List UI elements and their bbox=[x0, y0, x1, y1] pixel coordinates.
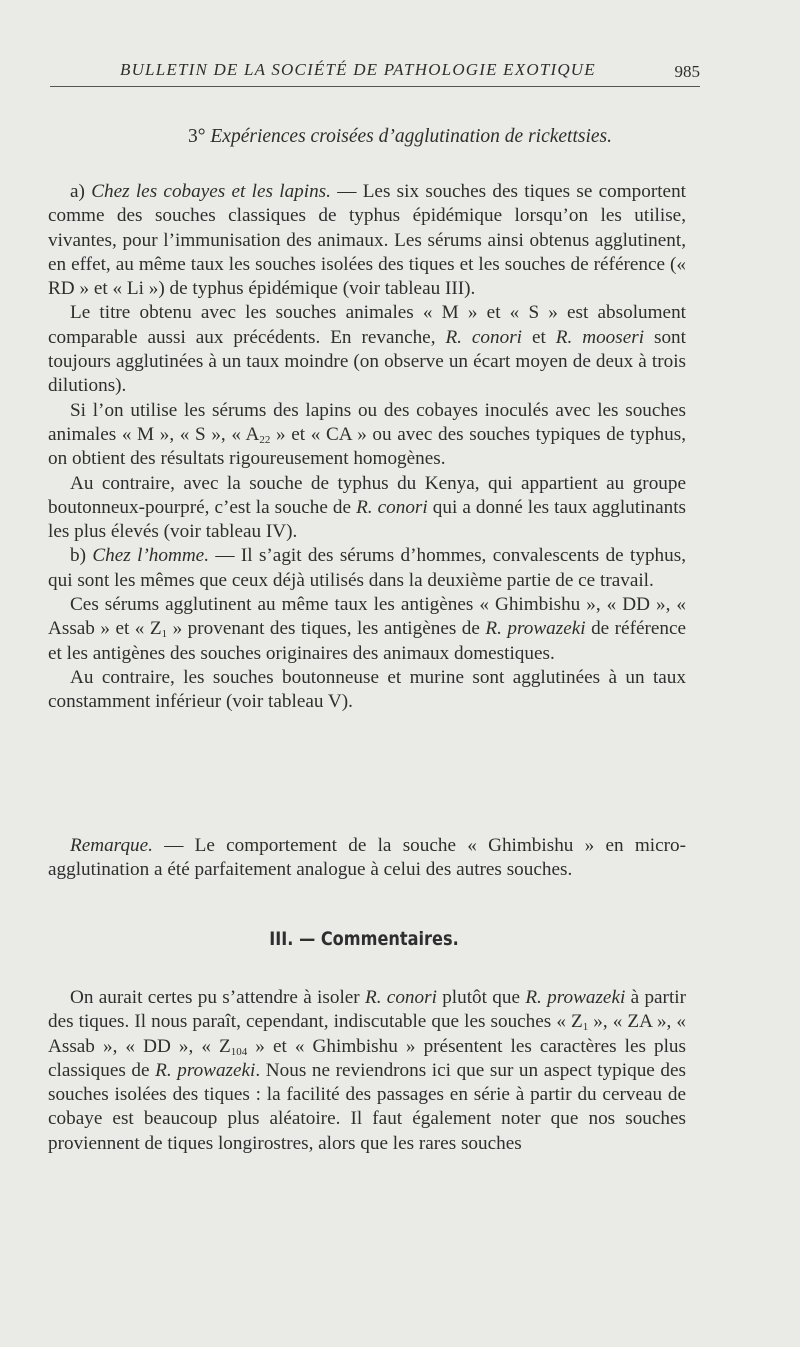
header-rule bbox=[50, 86, 700, 87]
section-heading: III. — Commentaires. bbox=[269, 928, 459, 950]
para-b-text: — Il s’agit des sérums d’hommes, convalescents de typhus, qui sont les mêmes que ceux déjà utilisés dans la deuxième partie de ce travail. bbox=[48, 545, 687, 591]
paragraph-text: », « ZA », « Assab », « DD », « Z bbox=[48, 1011, 686, 1057]
remark-text: — Le comportement de la souche « Ghimbishu » en micro-agglutination a été parfaitement analogue à celui des autres souches. bbox=[48, 835, 686, 881]
subscript: 104 bbox=[230, 1045, 248, 1058]
para-a-text: — Les six souches des tiques se comportent comme des souches classiques de typhus épidémique lorsqu’on les utilise, vivantes, pour l’immunisation des animaux. Les sérums ainsi obtenus agglutinent, en effet, au même taux les souches isolées des tiques et les souches de référence (« RD » et « Li ») de typhus épidémique (voir tableau III). bbox=[48, 181, 687, 300]
subscript: 1 bbox=[582, 1021, 589, 1034]
paragraph-au-contraire-2 bbox=[48, 666, 686, 715]
species-name: R. conori bbox=[356, 496, 428, 518]
paragraph-text: Le titre obtenu avec les souches animales « M » et « S » est absolument comparable aussi aux précédents. En revanche, bbox=[48, 302, 686, 348]
paragraph-si bbox=[48, 399, 686, 472]
paragraph-text: Ces sérums agglutinent au même taux les antigènes « Ghimbishu », « DD », « Assab » et « Z bbox=[48, 594, 686, 640]
paragraph-text: . Nous ne reviendrons ici que sur un aspect typique des souches isolées des tiques : la facilité des passages en série à partir du cerveau de cobaye est beaucoup plus aléatoire. Il faut également noter que nos souches proviennent de tiques longirostres, alors que les rares souches bbox=[48, 1059, 686, 1154]
paragraph-text: Si l’on utilise les sérums des lapins ou des cobayes inoculés avec les souches animales « M », « S », « A bbox=[48, 399, 686, 445]
subsection-number: 3° bbox=[187, 126, 206, 147]
paragraph-text: » et « CA » ou avec des souches typiques de typhus, on obtient des résultats rigoureusement homogènes. bbox=[48, 423, 687, 470]
paragraph-ces bbox=[48, 593, 686, 666]
subscript: 22 bbox=[259, 433, 271, 446]
species-name: R. prowazeki bbox=[155, 1059, 256, 1081]
paragraph-text: Au contraire, avec la souche de typhus du Kenya, qui appartient au groupe boutonneux-pourpré, c’est la souche de bbox=[48, 472, 686, 518]
paragraph-a bbox=[48, 180, 686, 301]
body-block-2 bbox=[48, 986, 686, 1156]
paragraph-text: plutôt que bbox=[436, 987, 526, 1008]
para-a-lead: Chez les cobayes et les lapins. bbox=[91, 181, 331, 202]
para-b-lead: Chez l’homme. bbox=[92, 545, 209, 567]
running-header bbox=[50, 56, 700, 86]
body-block-1 bbox=[48, 180, 686, 715]
paragraph-text: On aurait certes pu s’attendre à isoler bbox=[70, 987, 365, 1008]
species-name: R. conori bbox=[445, 326, 522, 348]
paragraph-text: et bbox=[522, 326, 556, 348]
species-name: R. mooseri bbox=[555, 326, 645, 348]
running-title: BULLETIN DE LA SOCIÉTÉ DE PATHOLOGIE EXOTIQUE bbox=[120, 60, 596, 79]
paragraph-b bbox=[48, 544, 686, 593]
paragraph-text: à partir des tiques. Il nous paraît, cependant, indiscutable que les souches « Z bbox=[48, 987, 686, 1033]
remark-block bbox=[48, 834, 686, 883]
para-a-label: a) bbox=[70, 181, 85, 202]
paragraph-commentaires bbox=[48, 986, 686, 1156]
paragraph-text: » provenant des tiques, les antigènes de bbox=[167, 618, 486, 640]
para-b-label: b) bbox=[70, 545, 86, 567]
subsection-heading bbox=[0, 126, 800, 148]
paragraph-remarque bbox=[48, 834, 686, 883]
subscript: 1 bbox=[161, 628, 168, 641]
subsection-title: Expériences croisées d’agglutination de rickettsies. bbox=[210, 126, 613, 147]
species-name: R. conori bbox=[364, 987, 437, 1008]
remark-label: Remarque. bbox=[70, 835, 153, 856]
paragraph-text: de référence et les antigènes des souches originaires des animaux domestiques. bbox=[48, 618, 687, 664]
species-name: R. prowazeki bbox=[525, 987, 626, 1008]
paragraph-text: sont toujours agglutinées à un taux moindre (on observe un écart moyen de deux à trois dilutions). bbox=[48, 326, 686, 397]
paragraph-text: qui a donné les taux agglutinants les plus élevés (voir tableau IV). bbox=[48, 496, 686, 543]
paragraph-text: » et « Ghimbishu » présentent les caractères les plus classiques de bbox=[48, 1035, 686, 1081]
paragraph-text: Au contraire, les souches boutonneuse et murine sont agglutinées à un taux constamment inférieur (voir tableau V). bbox=[48, 666, 686, 713]
page-number: 985 bbox=[674, 62, 700, 81]
paragraph-au-contraire-1 bbox=[48, 472, 686, 545]
species-name: R. prowazeki bbox=[485, 618, 586, 640]
paragraph-titre bbox=[48, 301, 686, 398]
